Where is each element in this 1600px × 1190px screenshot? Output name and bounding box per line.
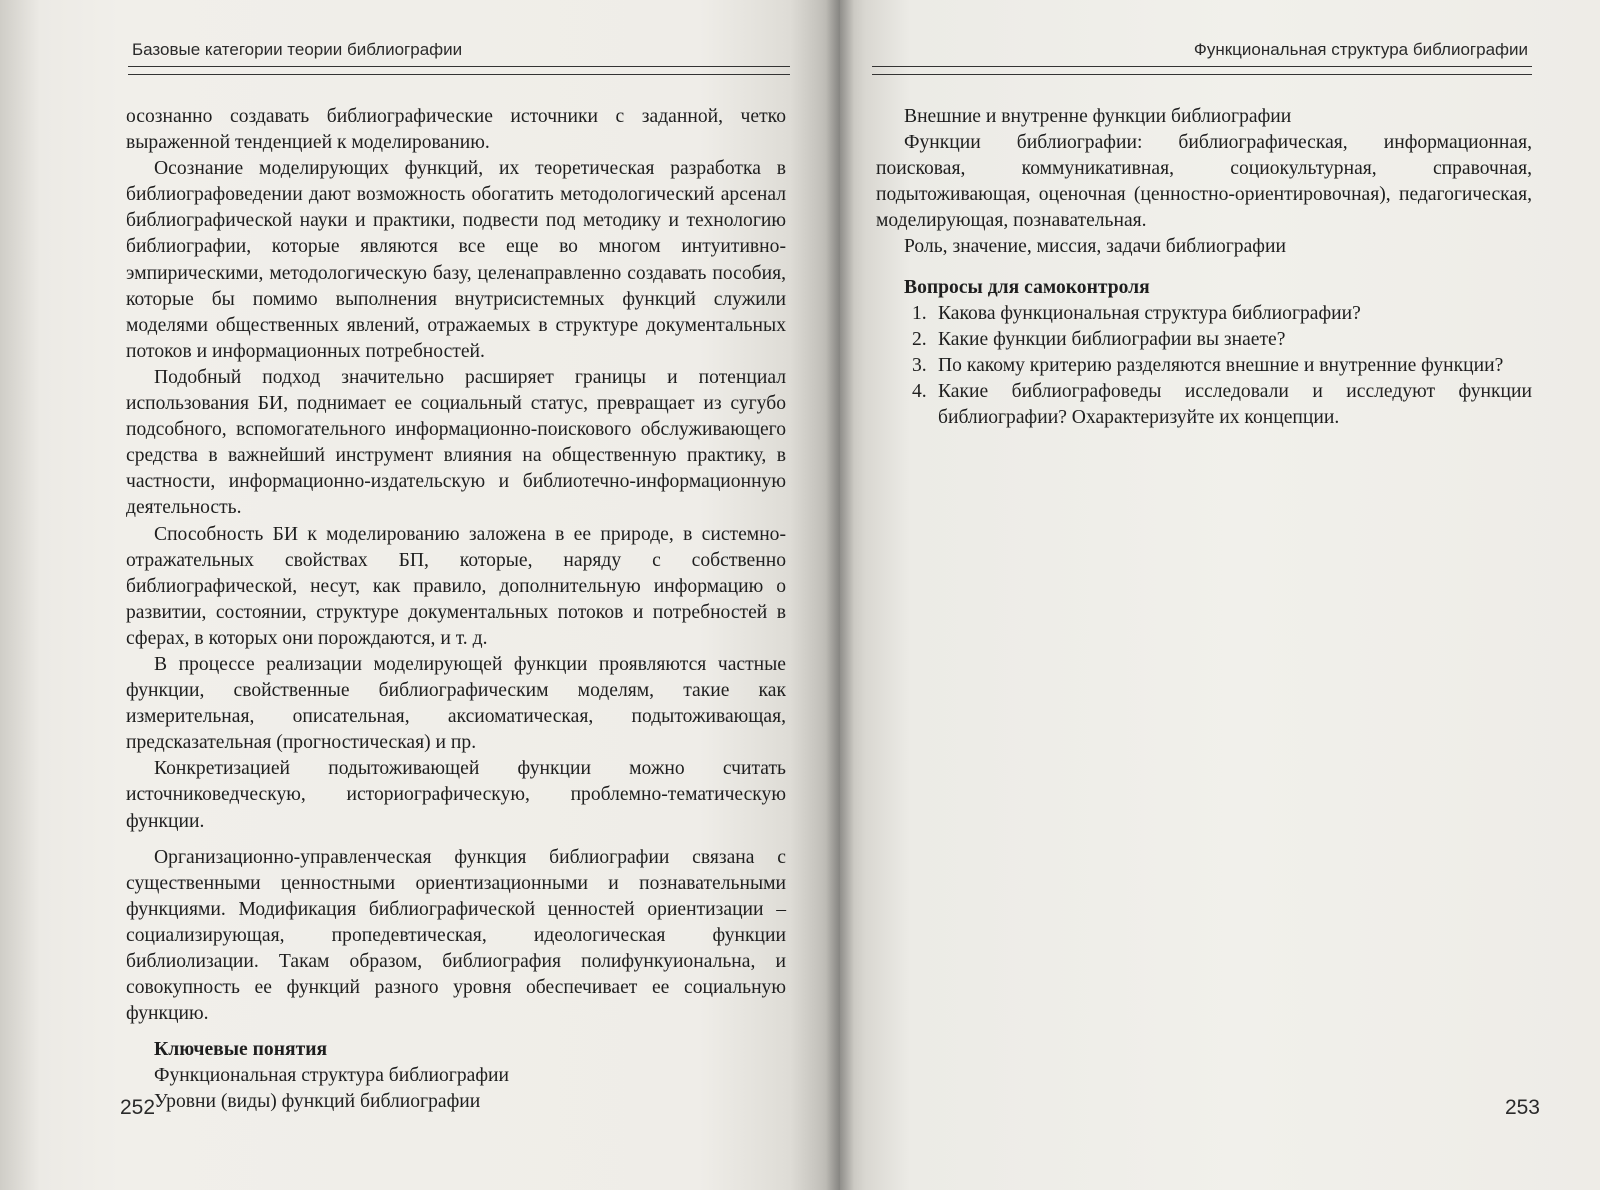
paragraph: Подобный подход значительно расширяет границы и потенциал использования БИ, поднимает ее социальный статус, превращает из сугубо подсобного, вспомогательного информационно-поискового обслуживающего средства в важнейший инструмент влияния на общественную практику, в частности, информационно-издательскую и библиотечно-информационную деятельность. bbox=[126, 366, 786, 519]
question-text: Какова функциональная структура библиографии? bbox=[938, 302, 1361, 324]
paragraph: В процессе реализации моделирующей функции проявляются частные функции, свойственные библиографическим моделям, такие как измерительная, описательная, аксиоматическая, подытоживающая, предсказательная (прогностическая) и пр. bbox=[126, 653, 786, 754]
paragraph: Способность БИ к моделированию заложена в ее природе, в системно-отражательных свойствах БП, которые, наряду с собственно библиографической, несут, как правило, дополнительную информацию о развитии, состоянии, структуре документальных потоков и потребностей в сферах, в которых они порождаются, и т. д. bbox=[126, 523, 786, 649]
key-concept-item: Функциональная структура библиографии bbox=[154, 1065, 509, 1087]
concept-item: Внешние и внутренне функции библиографии bbox=[904, 106, 1292, 127]
question-number: 4. bbox=[912, 380, 927, 402]
paragraph: Конкретизацией подытоживающей функции можно считать источниковедческую, историографическую, проблемно-тематическую функции. bbox=[126, 758, 786, 832]
questions-list bbox=[876, 301, 1532, 431]
question-number: 2. bbox=[912, 328, 927, 350]
right-body-text bbox=[876, 104, 1532, 431]
question-text: Какие библиографоведы исследовали и исследуют функции библиографии? Охарактеризуйте их концепции. bbox=[938, 380, 1532, 429]
question-number: 3. bbox=[912, 354, 927, 376]
concept-item: Роль, значение, миссия, задачи библиографии bbox=[904, 236, 1286, 258]
right-header-rule bbox=[872, 66, 1532, 67]
left-running-head: Базовые категории теории библиографии bbox=[132, 40, 463, 59]
right-header-rule-thin bbox=[872, 74, 1532, 75]
concept-item: Функции библиографии: библиографическая, информационная, поисковая, коммуникативная, социокультурная, справочная, подытоживающая, оценочная (ценностно-ориентировочная), педагогическая, моделирующая, познавательная. bbox=[876, 132, 1532, 232]
key-concepts-heading: Ключевые понятия bbox=[154, 1039, 328, 1061]
right-page-number: 253 bbox=[1504, 1096, 1540, 1119]
right-page bbox=[840, 0, 1600, 1190]
left-header-rule bbox=[128, 66, 790, 67]
question-text: По какому критерию разделяются внешние и внутренние функции? bbox=[938, 354, 1504, 376]
left-header-rule-thin bbox=[128, 74, 790, 75]
question-text: Какие функции библиографии вы знаете? bbox=[938, 328, 1286, 350]
paragraph: Осознание моделирующих функций, их теоретическая разработка в библиографоведении дают возможность обогатить методологический арсенал библиографической науки и практики, подвести под методику и технологию библиографии, которые являются все еще во многом интуитивно-эмпирическими, методологическую базу, целенаправленно создавать пособия, которые бы помимо выполнения внутрисистемных функций служили моделями общественных явлений, отражаемых в структуре документальных потоков и информационных потребностей. bbox=[126, 158, 786, 362]
left-body-text bbox=[126, 104, 786, 1116]
paragraph: Организационно-управленческая функция библиографии связана с существенными ценностными ориентизационными и познавательными функциями. Модификация библиографической ценностей ориентизации – социализирующая, пропедевтическая, идеологическая функции библиолизации. Такам образом, библиография полифункуиональна, и совокупность ее функций разного уровня обеспечивает ее социальную функцию. bbox=[126, 846, 786, 1025]
left-page-number: 252 bbox=[120, 1096, 156, 1119]
question-item bbox=[912, 379, 1532, 431]
book-gutter-shadow bbox=[826, 0, 854, 1190]
key-concept-item: Уровни (виды) функций библиографии bbox=[154, 1091, 481, 1113]
right-running-head: Функциональная структура библиографии bbox=[1193, 40, 1528, 59]
questions-heading: Вопросы для самоконтроля bbox=[904, 276, 1150, 298]
question-item bbox=[912, 327, 1532, 353]
question-item bbox=[912, 353, 1532, 379]
question-number: 1. bbox=[912, 302, 927, 324]
question-item bbox=[912, 301, 1532, 327]
paragraph: осознанно создавать библиографические источники с заданной, четко выраженной тенденцией к моделированию. bbox=[126, 106, 786, 154]
